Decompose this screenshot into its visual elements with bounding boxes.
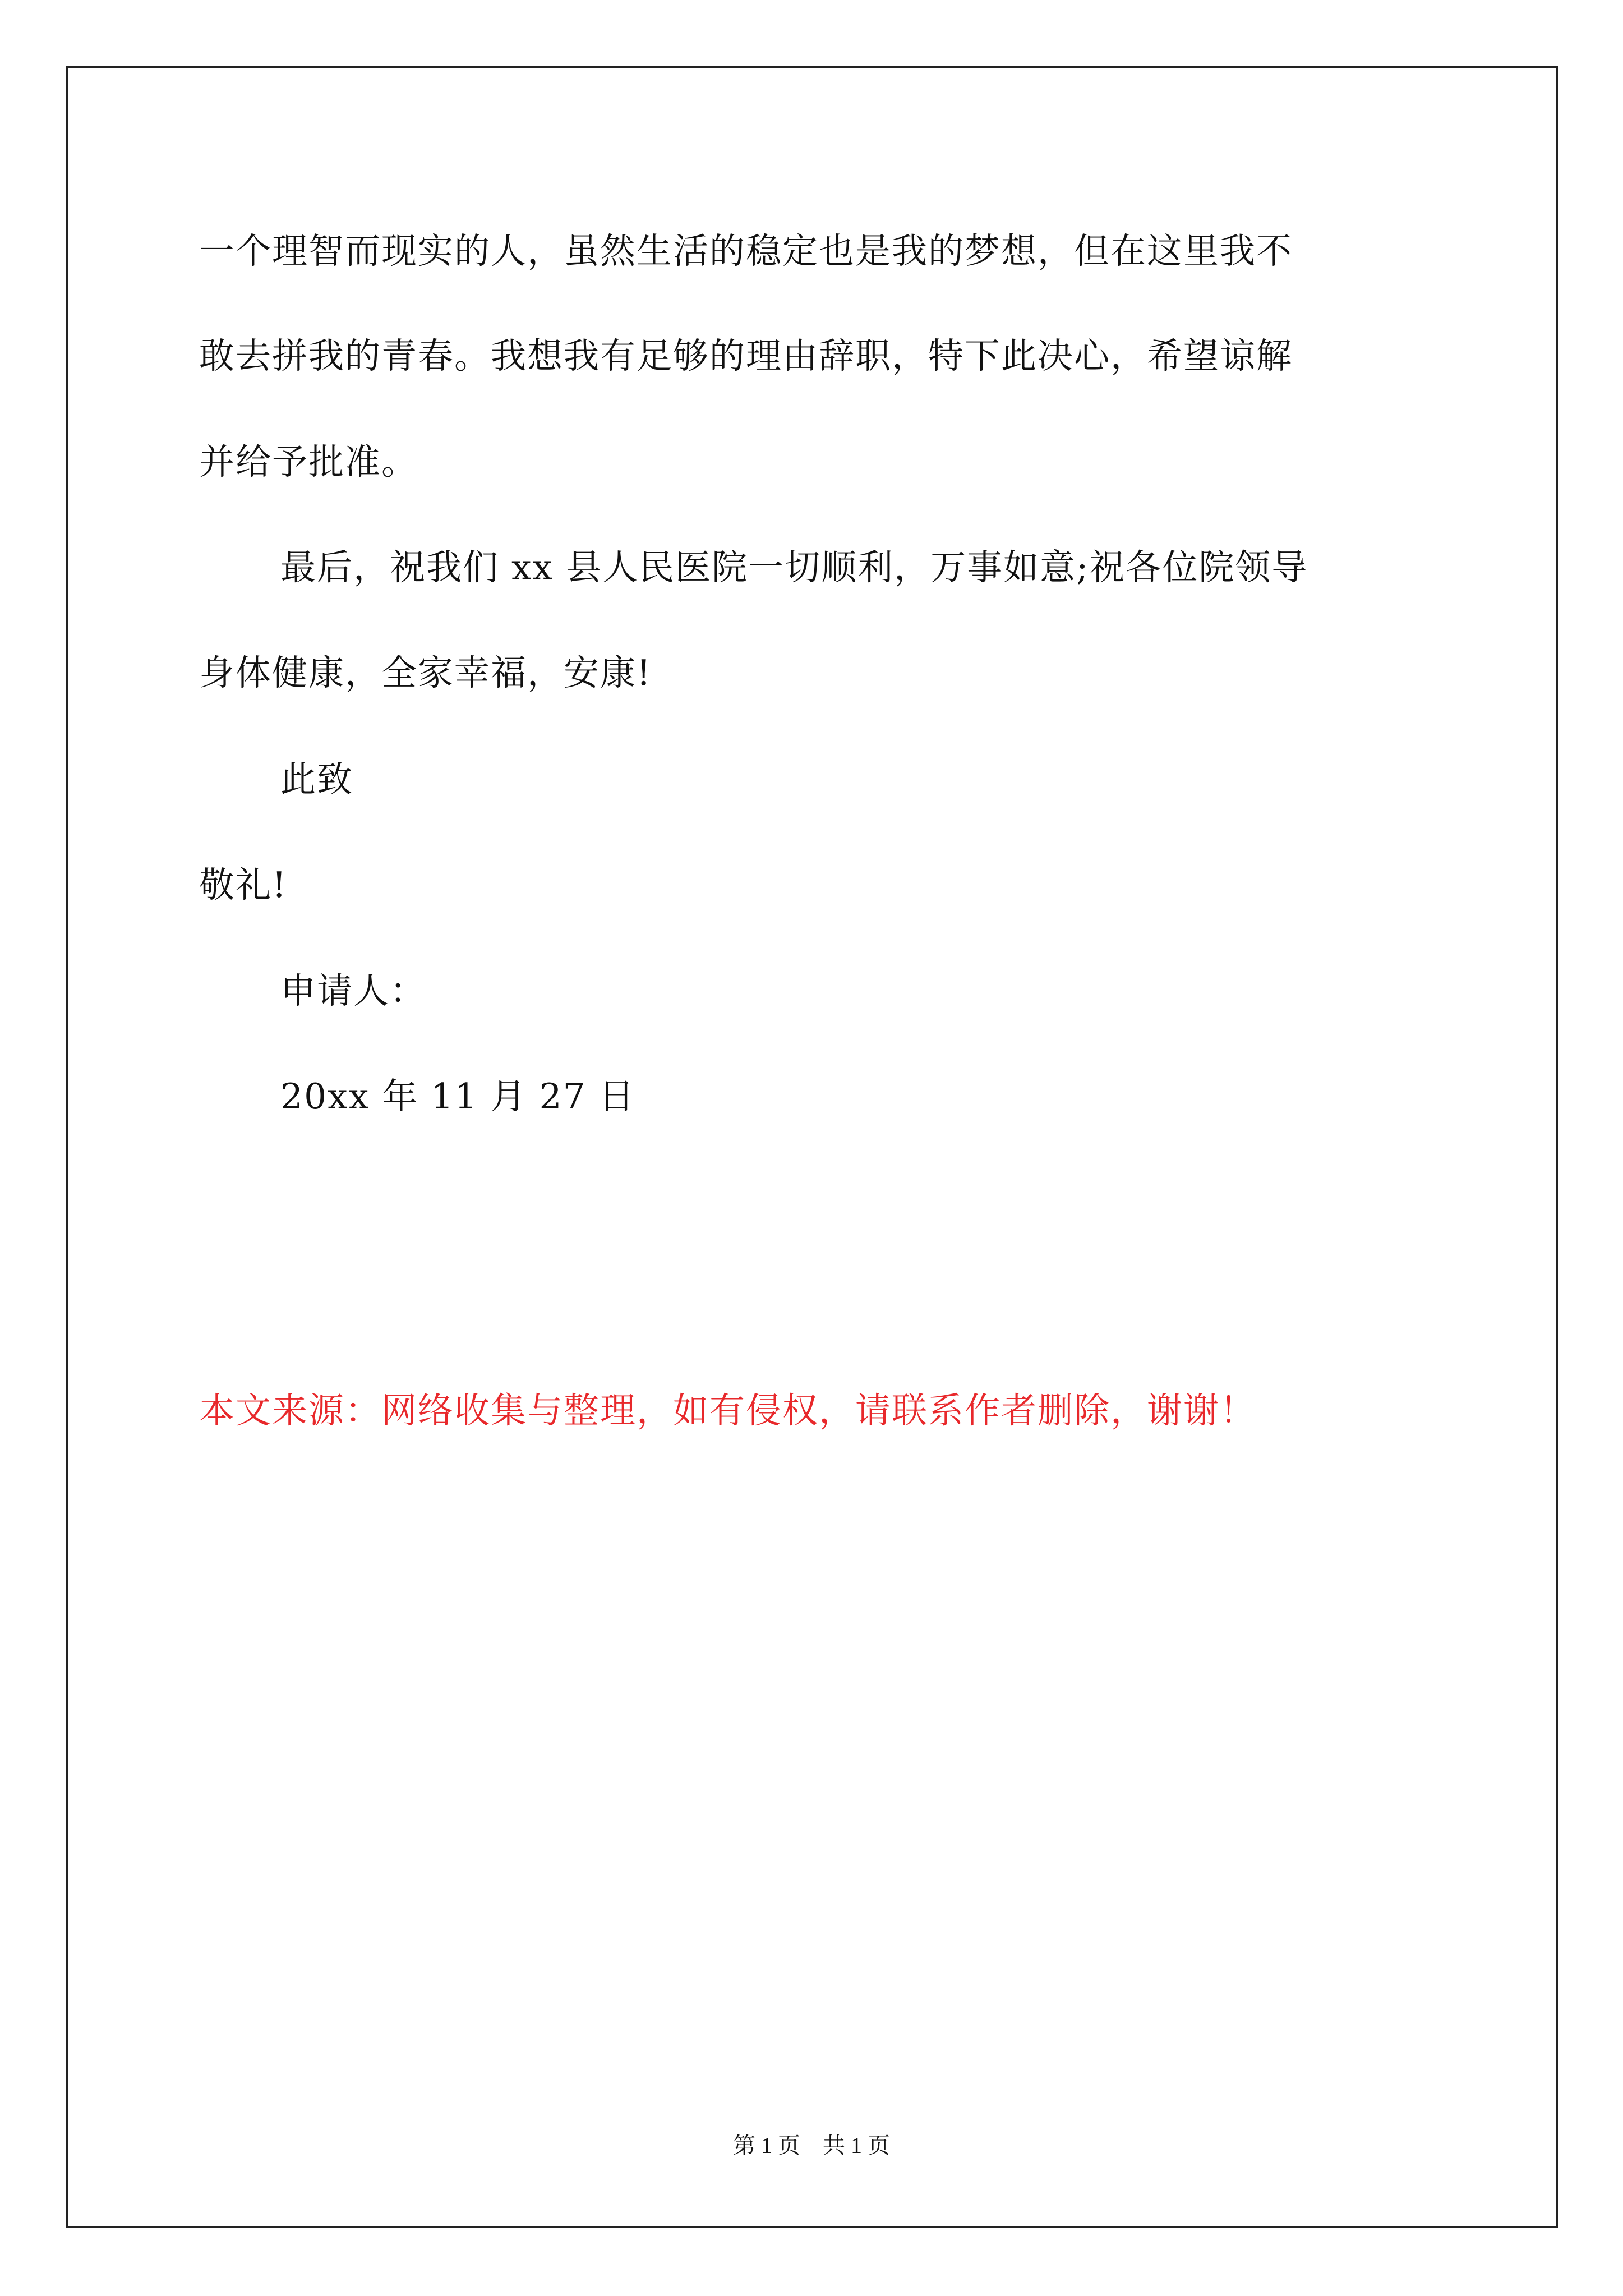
page-border — [66, 66, 1558, 2228]
page-footer: 第 1 页 共 1 页 — [733, 2133, 890, 2158]
paragraph-1-line-3: 并给予批准。 — [199, 441, 418, 482]
paragraph-1-line-1: 一个理智而现实的人，虽然生活的稳定也是我的梦想，但在这里我不 — [199, 231, 1293, 272]
applicant-label: 申请人： — [280, 970, 426, 1011]
source-note: 本文来源：网络收集与整理，如有侵权，请联系作者删除，谢谢！ — [199, 1390, 1256, 1431]
paragraph-2-line-1: 最后，祝我们 xx 县人民医院一切顺利，万事如意;祝各位院领导 — [280, 547, 1308, 588]
salute-text: 敬礼! — [199, 864, 288, 905]
date-text: 20xx 年 11 月 27 日 — [280, 1076, 635, 1117]
closing-text: 此致 — [280, 759, 353, 800]
paragraph-2-line-2: 身体健康，全家幸福，安康! — [199, 652, 652, 693]
paragraph-1-line-2: 敢去拼我的青春。我想我有足够的理由辞职，特下此决心，希望谅解 — [199, 335, 1293, 376]
